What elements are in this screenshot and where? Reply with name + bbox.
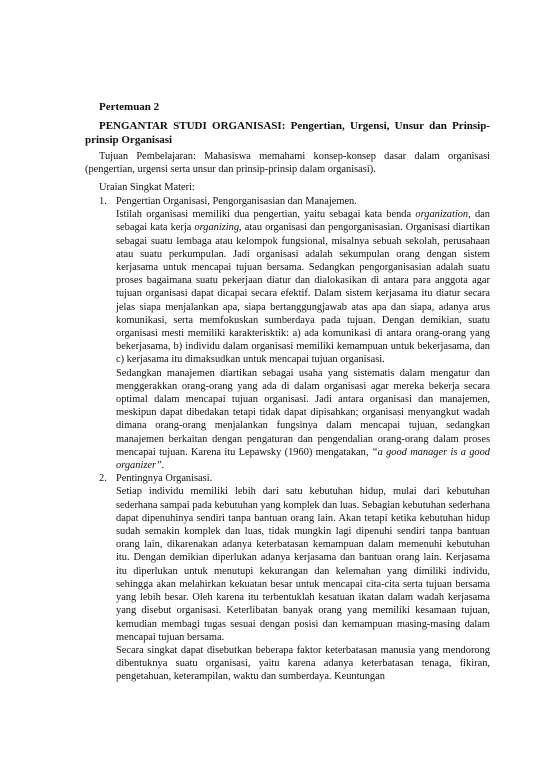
summary-heading: Uraian Singkat Materi: [99,182,195,193]
document-title: PENGANTAR STUDI ORGANISASI: Pengertian, Urgensi, Unsur dan Prinsip-prinsip Organisasi [85,120,490,146]
learning-objective: Tujuan Pembelajaran: Mahasiswa memahami konsep-konsep dasar dalam organisasi (pengertian, urgensi serta unsur dan prinsip-prinsip dalam organisasi). [85,151,490,176]
section-heading: Pengertian Organisasi, Pengorganisasian dan Manajemen. [116,196,357,207]
paragraph-text: Sedangkan manajemen diartikan sebagai usaha yang sistematis dalam mengatur dan menggerakkan orang-orang yang ada di dalam organisasi agar mereka bekerja secara optimal dalam mencapai tujuan organisasi. Jadi antara organisasi dan manajemen, meskipun dapat dibedakan tetapi tidak dapat dipisahkan; organisasi menyangkut wadah dimana orang-orang menjalankan fungsinya dalam mencapai tujuan, sedangkan manajemen berkaitan dengan pengaturan dan pengendalian orang-orang dalam proses mencapai tujuan. Karena itu Lepawsky (1960) mengatakan, [116,367,490,458]
meeting-label: Pertemuan 2 [99,101,160,113]
emphasis-quote: “a good manager is a good organizer”. [116,446,491,472]
paragraph-text: Istilah organisasi memiliki dua pengertian, yaitu sebagai kata benda [116,209,416,221]
section-paragraph [116,208,490,366]
section-number: 1. [99,196,107,207]
section-paragraph: Setiap individu memiliki lebih dari satu kebutuhan hidup, mulai dari kebutuhan sederhana sampai pada kebutuhan yang komplek dan luas. Sebagian kebutuhan sederhana dapat dipenuhinya sendiri tanpa bantuan orang lain. Akan tetapi ketika kebutuhan hidup sudah semakin komplek dan luas, tidak mungkin lagi dipenuhi sendiri tanpa bantuan orang lain, dikarenakan adanya keterbatasan kemampuan dalam memenuhi kebutuhan itu. Dengan demikian diperlukan adanya kerjasama dan bantuan orang lain. Kerjasama itu diperlukan untuk menutupi kekurangan dan kelemahan yang dimiliki individu, sehingga akan melahirkan kekuatan besar untuk mencapai cita-cita serta tujuan bersama yang lebih besar. Oleh karena itu terbentuklah kesatuan ikatan dalam wadah kerjasama yang disebut organisasi. Keterlibatan banyak orang yang memiliki kesamaan tujuan, kemudian membagi tugas sesuai dengan posisi dan kemampuan masing-masing dalam mencapai tujuan bersama. [116,486,490,643]
emphasis-text: organization, [415,209,471,221]
section-list [85,195,490,684]
section-paragraph: Secara singkat dapat disebutkan beberapa faktor keterbatasan manusia yang mendorong dibentuknya suatu organisasi, yaitu karena adanya keterbatasan tenaga, fikiran, pengetahuan, keterampilan, waktu dan sumberdaya. Keuntungan [116,644,490,683]
section-paragraph [116,367,490,473]
section-heading: Pentingnya Organisasi. [116,473,213,485]
emphasis-text: organizing, [194,222,242,234]
paragraph-text: dan sebagai kata kerja [116,209,490,234]
paragraph-text: atau organisasi dan pengorganisasian. Organisasi diartikan sebagai suatu lembaga atau kelompok fungsional, misalnya sebuah sekolah, perusahaan atau suatu perkumpulan. Jadi organisasi adalah sekumpulan orang dengan sistem kerjasama untuk mencapai tujuan bersama. Sedangkan pengorganisasian adalah suatu proses bagaimana suatu pekerjaan diatur dan dialokasikan di antara para anggota agar tujuan organisasi dapat dicapai secara efektif. Dalam sistem kerjasama itu diatur secara jelas siapa menjalankan apa, siapa bertanggungjawab atas apa dan siapa, adanya arus komunikasi, serta memfokuskan sumberdaya pada tujuan. Dengan demikian, suatu organisasi mesti memiliki karakterisktik: a) ada komunikasi di antara orang-orang yang bekerjasama, b) individu dalam organisasi memiliki kemampuan untuk bekerjasama, dan c) kerjasama itu dimaksudkan untuk mencapai tujuan organisasi. [116,222,490,366]
section-number: 2. [99,473,107,485]
section-item [85,195,490,472]
section-item [85,472,490,683]
